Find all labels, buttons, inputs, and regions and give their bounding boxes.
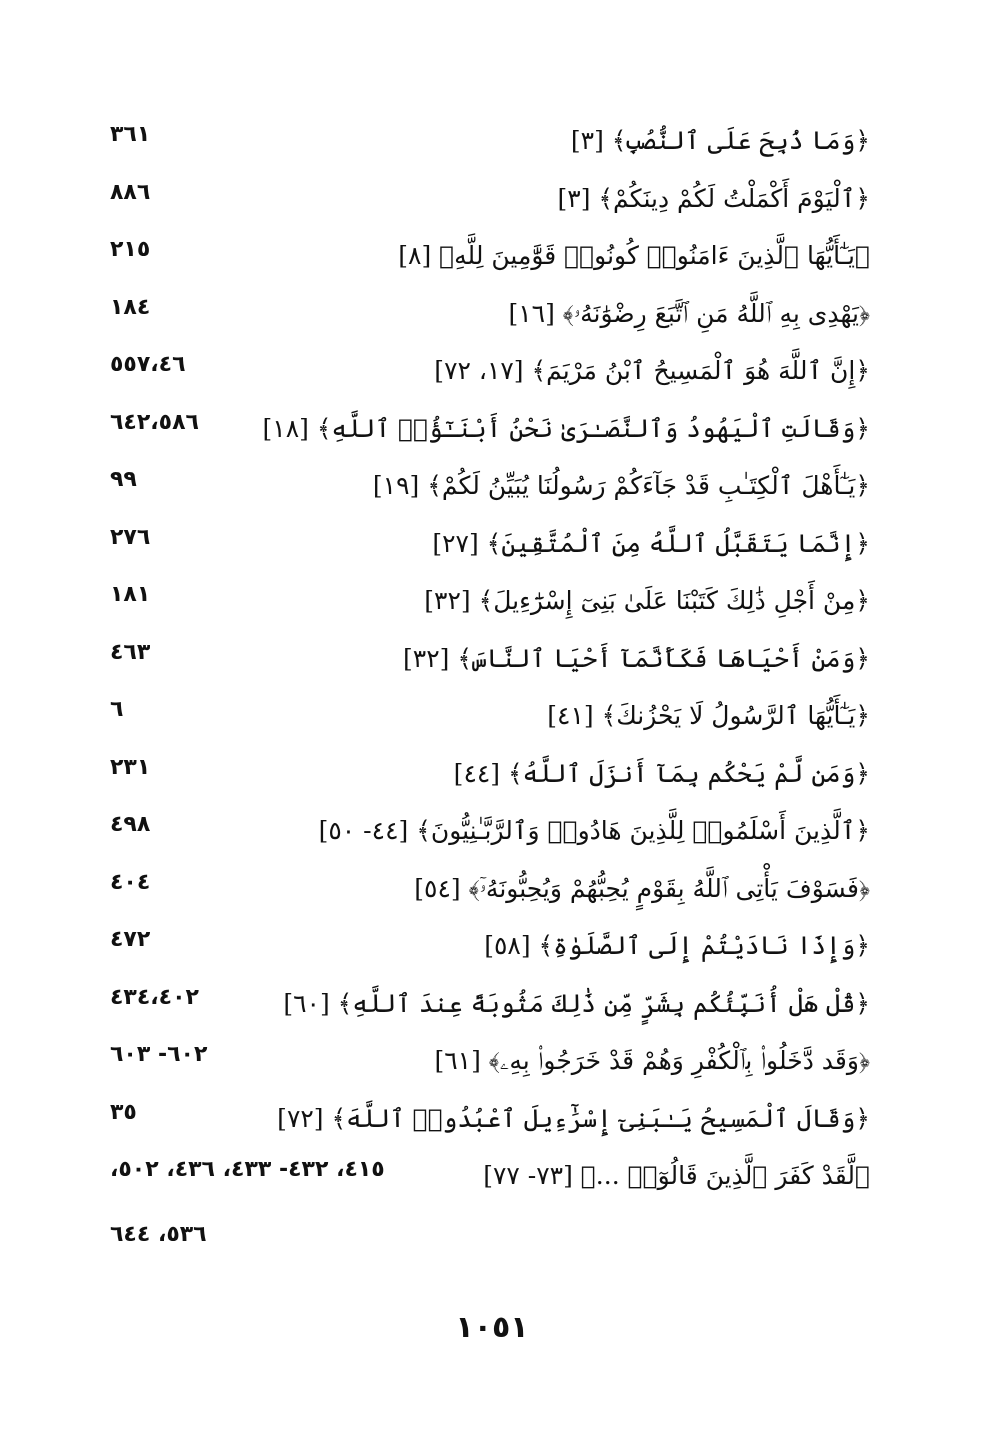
page-references: ٤٣٤،٤٠٢ bbox=[110, 984, 199, 1010]
verse-text: ﴿وَقَالَتِ ٱلْيَهُودُ وَٱلنَّصَـٰرَىٰ نَحْنُ أَبْنَـٰٓؤُا۟ ٱللَّهِ﴾ [١٨] bbox=[262, 413, 870, 443]
list-item bbox=[110, 810, 870, 868]
list-item bbox=[110, 580, 870, 638]
list-item bbox=[110, 523, 870, 581]
verse-text: ﴿وَمَا ذُبِحَ عَلَى ٱلنُّصُبِ﴾ [٣] bbox=[570, 126, 870, 155]
page-references: ٦ bbox=[110, 697, 124, 722]
page-references: ٤٩٨ bbox=[110, 812, 151, 837]
page-references-continuation: ٥٣٦، ٦٤٤ bbox=[110, 1222, 207, 1247]
verse-text: ﴿مِنْ أَجْلِ ذَٰلِكَ كَتَبْنَا عَلَىٰ بَنِىٓ إِسْرَٰٓءِيلَ﴾ [٣٢] bbox=[424, 586, 870, 615]
page-references: ٢١٥ bbox=[110, 237, 151, 262]
verse-text: ﴿وَقَالَ ٱلْمَسِيحُ يَـٰبَنِىٓ إِسْرَٰٓءِيلَ ٱعْبُدُوا۟ ٱللَّهَ﴾ [٧٢] bbox=[277, 1103, 870, 1133]
list-item bbox=[110, 350, 870, 408]
page-references: ٤٦٣ bbox=[110, 639, 151, 665]
list-item bbox=[110, 695, 870, 753]
page-references: ٤٧٢ bbox=[110, 927, 151, 952]
list-item bbox=[110, 925, 870, 983]
list-item bbox=[110, 983, 870, 1041]
page-references: ٦٠٢- ٦٠٣ bbox=[110, 1042, 208, 1067]
list-item bbox=[110, 638, 870, 696]
verse-text: ﴿يَـٰٓأَيُّهَا ٱلرَّسُولُ لَا يَحْزُنكَ﴾ [٤١] bbox=[547, 701, 870, 730]
verse-text: ﴿وَمَن لَّمْ يَحْكُم بِمَآ أَنزَلَ ٱللَّهُ﴾ [٤٤] bbox=[453, 758, 870, 788]
verse-text: ﴿وَمَنْ أَحْيَاهَا فَكَأَنَّمَآ أَحْيَا ٱلنَّاسَ﴾ [٣٢] bbox=[403, 643, 870, 673]
verse-text: ﴿يَـٰٓأَهْلَ ٱلْكِتَـٰبِ قَدْ جَآءَكُمْ رَسُولُنَا يُبَيِّنُ لَكُمْ﴾ [١٩] bbox=[372, 471, 870, 500]
page-references: ٦٤٢،٥٨٦ bbox=[110, 409, 199, 435]
page-references: ٢٣١ bbox=[110, 754, 151, 780]
verse-text: ﴿يَهْدِى بِهِ ٱللَّهُ مَنِ ٱتَّبَعَ رِضْوَٰنَهُۥ﴾ [١٦] bbox=[508, 298, 870, 328]
page-references: ٣٥ bbox=[110, 1099, 137, 1125]
page-references: ١٨٤ bbox=[110, 294, 151, 320]
verse-text: ﴿ٱلَّذِينَ أَسْلَمُوا۟ لِلَّذِينَ هَادُوا۟ وَٱلرَّبَّـٰنِيُّونَ﴾ [٤٤- ٥٠] bbox=[318, 816, 870, 845]
list-item bbox=[110, 1040, 870, 1098]
page-references: ٩٩ bbox=[110, 467, 137, 492]
verse-text: ﴿إِنَّمَا يَتَقَبَّلُ ٱللَّهُ مِنَ ٱلْمُتَّقِينَ﴾ [٢٧] bbox=[432, 528, 870, 558]
list-item bbox=[110, 1098, 870, 1156]
page-references: ٨٨٦ bbox=[110, 179, 151, 205]
list-item bbox=[110, 120, 870, 178]
page-references: ٢٧٦ bbox=[110, 524, 151, 550]
verse-text: ﴿إِنَّ ٱللَّهَ هُوَ ٱلْمَسِيحُ ٱبْنُ مَرْيَمَ﴾ [١٧، ٧٢] bbox=[434, 356, 870, 385]
list-item bbox=[110, 178, 870, 236]
page-number: ١٠٥١ bbox=[455, 1310, 529, 1345]
page-references: ٤٠٤ bbox=[110, 869, 151, 895]
list-item bbox=[110, 235, 870, 293]
verse-index-list bbox=[110, 120, 870, 1213]
list-item bbox=[110, 753, 870, 811]
page-references: ٥٥٧،٤٦ bbox=[110, 352, 186, 377]
list-item bbox=[110, 465, 870, 523]
verse-text: ﴿ٱلْيَوْمَ أَكْمَلْتُ لَكُمْ دِينَكُمْ﴾ [٣] bbox=[557, 183, 870, 213]
verse-text: ﴿يَـٰٓأَيُّهَا ٱلَّذِينَ ءَامَنُوا۟ كُونُوا۟ قَوَّٰمِينَ لِلَّهِ﴾ [٨] bbox=[398, 241, 870, 270]
verse-text: ﴿وَقَد دَّخَلُوا۟ بِٱلْكُفْرِ وَهُمْ قَدْ خَرَجُوا۟ بِهِۦ﴾ [٦١] bbox=[434, 1046, 870, 1075]
list-item bbox=[110, 293, 870, 351]
page-references: ٤١٥، ٤٣٢- ٤٣٣، ٤٣٦، ٥٠٢، bbox=[110, 1157, 385, 1182]
page-references: ٣٦١ bbox=[110, 122, 151, 147]
verse-text: ﴿قُلْ هَلْ أُنَبِّئُكُم بِشَرٍّ مِّن ذَٰلِكَ مَثُوبَةً عِندَ ٱللَّهِ﴾ [٦٠] bbox=[283, 988, 870, 1018]
list-item bbox=[110, 868, 870, 926]
verse-text: ﴿وَإِذَا نَادَيْتُمْ إِلَى ٱلصَّلَوٰةِ﴾ [٥٨] bbox=[484, 931, 870, 960]
verse-text: ﴿فَسَوْفَ يَأْتِى ٱللَّهُ بِقَوْمٍ يُحِبُّهُمْ وَيُحِبُّونَهُۥٓ﴾ [٥٤] bbox=[414, 873, 870, 903]
list-item bbox=[110, 408, 870, 466]
page-references: ١٨١ bbox=[110, 582, 151, 607]
verse-text: ﴿لَّقَدْ كَفَرَ ٱلَّذِينَ قَالُوٓا۟ ...﴾ [٧٣- ٧٧] bbox=[483, 1161, 870, 1190]
list-item bbox=[110, 1155, 870, 1213]
